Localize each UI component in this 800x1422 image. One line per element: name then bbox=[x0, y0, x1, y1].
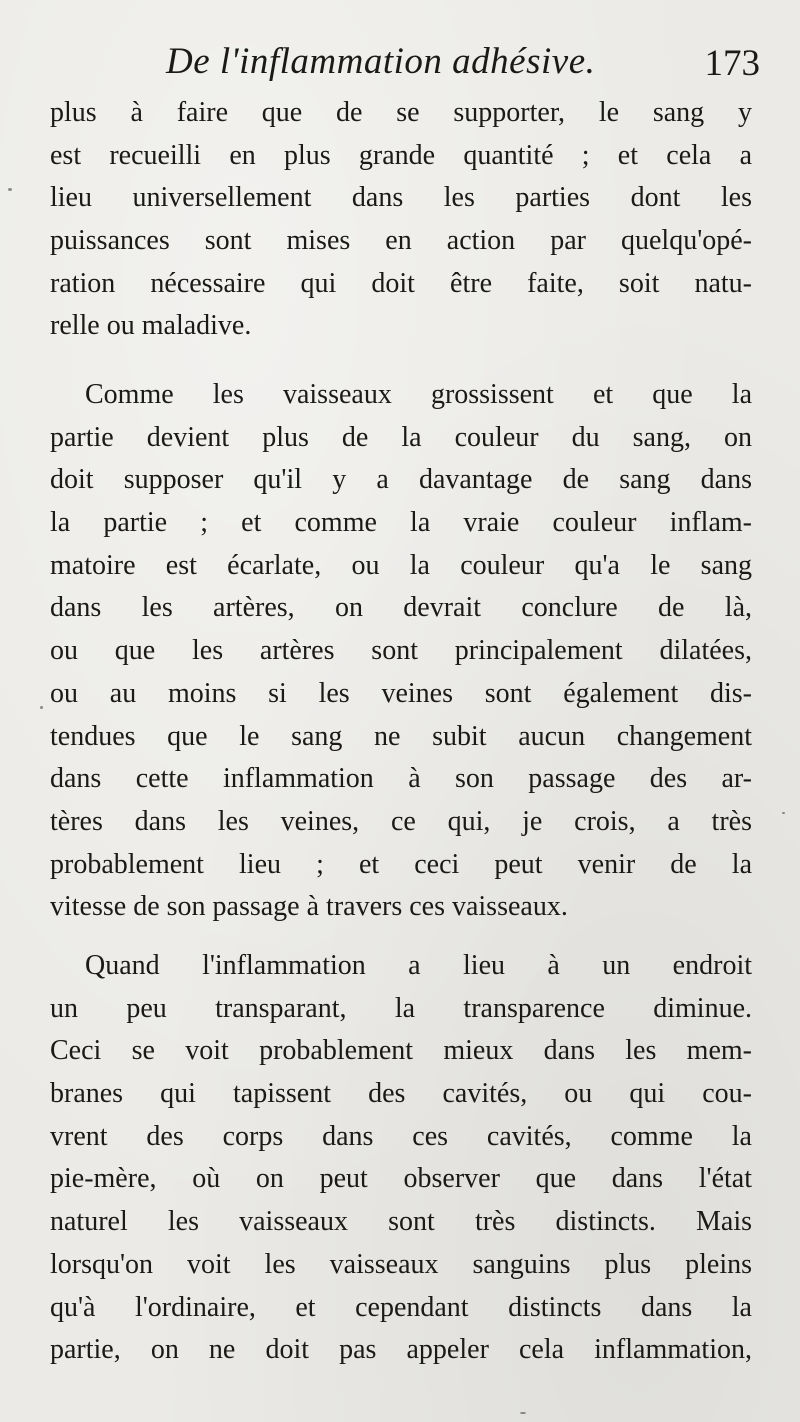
text-line: Ceci se voit probablement mieux dans les mem- bbox=[50, 1035, 752, 1067]
text-line: dans les artères, on devrait conclure de là, bbox=[50, 592, 752, 624]
text-line: partie, on ne doit pas appeler cela inflammation, bbox=[50, 1334, 752, 1366]
text-line: partie devient plus de la couleur du sang, on bbox=[50, 421, 752, 453]
text-line: ration nécessaire qui doit être faite, soit natu- bbox=[50, 267, 752, 299]
text-line: qu'à l'ordinaire, et cependant distincts dans la bbox=[50, 1291, 752, 1323]
text-line: Quand l'inflammation a lieu à un endroit bbox=[85, 950, 752, 981]
text-line: plus à faire que de se supporter, le sang y bbox=[50, 97, 752, 128]
text-line: naturel les vaisseaux sont très distincts. Mais bbox=[50, 1206, 752, 1238]
running-title: De l'inflammation adhésive. bbox=[166, 41, 596, 82]
paper-speck bbox=[520, 1412, 526, 1414]
text-line: doit supposer qu'il y a davantage de sang dans bbox=[50, 464, 752, 496]
text-line: branes qui tapissent des cavités, ou qui cou- bbox=[50, 1078, 752, 1110]
text-line: tères dans les veines, ce qui, je crois, a très bbox=[50, 805, 752, 837]
paragraph-1 bbox=[50, 92, 752, 348]
paragraph-2 bbox=[50, 374, 752, 929]
text-line: vitesse de son passage à travers ces vaisseaux. bbox=[50, 891, 568, 923]
text-line: un peu transparant, la transparence diminue. bbox=[50, 992, 752, 1024]
text-line: lieu universellement dans les parties dont les bbox=[50, 182, 752, 214]
text-line: lorsqu'on voit les vaisseaux sanguins plus pleins bbox=[50, 1248, 752, 1280]
page-number: 173 bbox=[704, 43, 760, 84]
paper-speck bbox=[782, 812, 785, 814]
text-line: puissances sont mises en action par quelqu'opé- bbox=[50, 225, 752, 257]
text-line: tendues que le sang ne subit aucun changement bbox=[50, 720, 752, 752]
text-line: probablement lieu ; et ceci peut venir de la bbox=[50, 848, 752, 880]
text-line: la partie ; et comme la vraie couleur inflam- bbox=[50, 507, 752, 539]
text-line: pie-mère, où on peut observer que dans l'état bbox=[50, 1163, 752, 1195]
text-line: ou au moins si les veines sont également dis- bbox=[50, 677, 752, 709]
text-line: matoire est écarlate, ou la couleur qu'a le sang bbox=[50, 549, 752, 581]
text-line: Comme les vaisseaux grossissent et que la bbox=[85, 379, 752, 410]
text-line: vrent des corps dans ces cavités, comme la bbox=[50, 1120, 752, 1152]
text-line: est recueilli en plus grande quantité ; et cela a bbox=[50, 139, 752, 171]
paragraph-3 bbox=[50, 945, 752, 1372]
paper-speck bbox=[8, 188, 12, 191]
page-header bbox=[160, 40, 760, 100]
text-line: relle ou maladive. bbox=[50, 310, 252, 342]
text-line: ou que les artères sont principalement dilatées, bbox=[50, 635, 752, 667]
text-line: dans cette inflammation à son passage des ar- bbox=[50, 763, 752, 795]
paper-speck bbox=[40, 706, 43, 709]
